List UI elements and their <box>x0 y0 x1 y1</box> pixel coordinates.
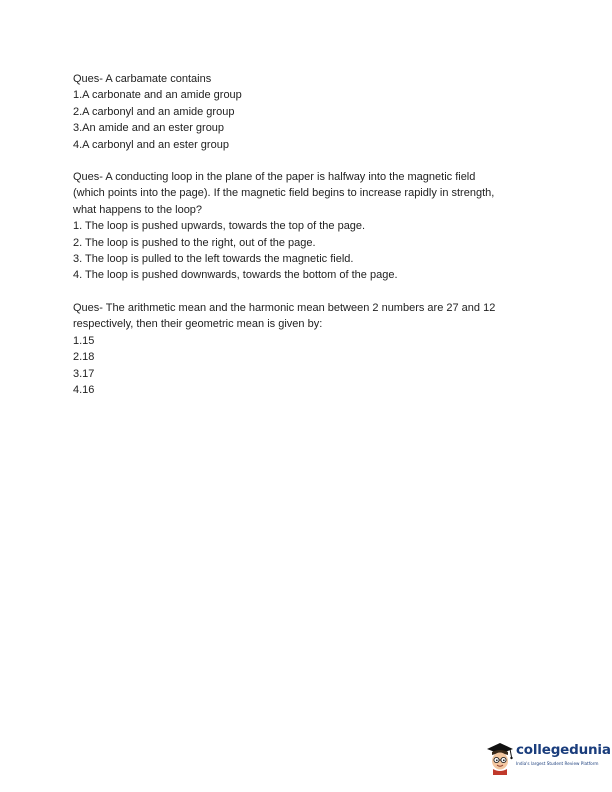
option-1: 1.15 <box>73 334 95 347</box>
option-4: 4. The loop is pushed downwards, towards the bottom of the page. <box>73 269 398 282</box>
question-prompt-line-1: Ques- The arithmetic mean and the harmonic mean between 2 numbers are 27 and 12 <box>73 301 496 314</box>
option-2: 2.18 <box>73 351 95 364</box>
option-3: 3.An amide and an ester group <box>73 122 225 135</box>
question-prompt: Ques- A carbamate contains <box>73 73 212 85</box>
option-4: 4.16 <box>73 383 95 396</box>
option-2: 2. The loop is pushed to the right, out of the page. <box>73 236 316 249</box>
question-1 <box>73 71 553 153</box>
option-2: 2.A carbonyl and an amide group <box>73 105 235 118</box>
question-prompt-line-2: (which points into the page). If the magnetic field begins to increase rapidly in strength, <box>73 187 495 200</box>
question-prompt-line-3: what happens to the loop? <box>73 203 203 216</box>
logo-wordmark: collegedunia <box>516 742 611 758</box>
question-prompt-line-2: respectively, then their geometric mean is given by: <box>73 318 323 331</box>
question-2 <box>73 169 553 284</box>
question-3 <box>73 300 553 398</box>
option-3: 3.17 <box>73 367 95 380</box>
option-4: 4.A carbonyl and an ester group <box>73 138 229 151</box>
student-mascot-icon <box>485 740 515 776</box>
option-1: 1. The loop is pushed upwards, towards the top of the page. <box>73 220 366 233</box>
question-list <box>73 71 553 414</box>
collegedunia-logo <box>485 740 611 780</box>
option-3: 3. The loop is pulled to the left towards the magnetic field. <box>73 253 354 266</box>
option-1: 1.A carbonate and an amide group <box>73 89 242 102</box>
question-prompt-line-1: Ques- A conducting loop in the plane of the paper is halfway into the magnetic field <box>73 171 476 184</box>
logo-tagline: India's largest Student Review Platform <box>516 761 599 766</box>
